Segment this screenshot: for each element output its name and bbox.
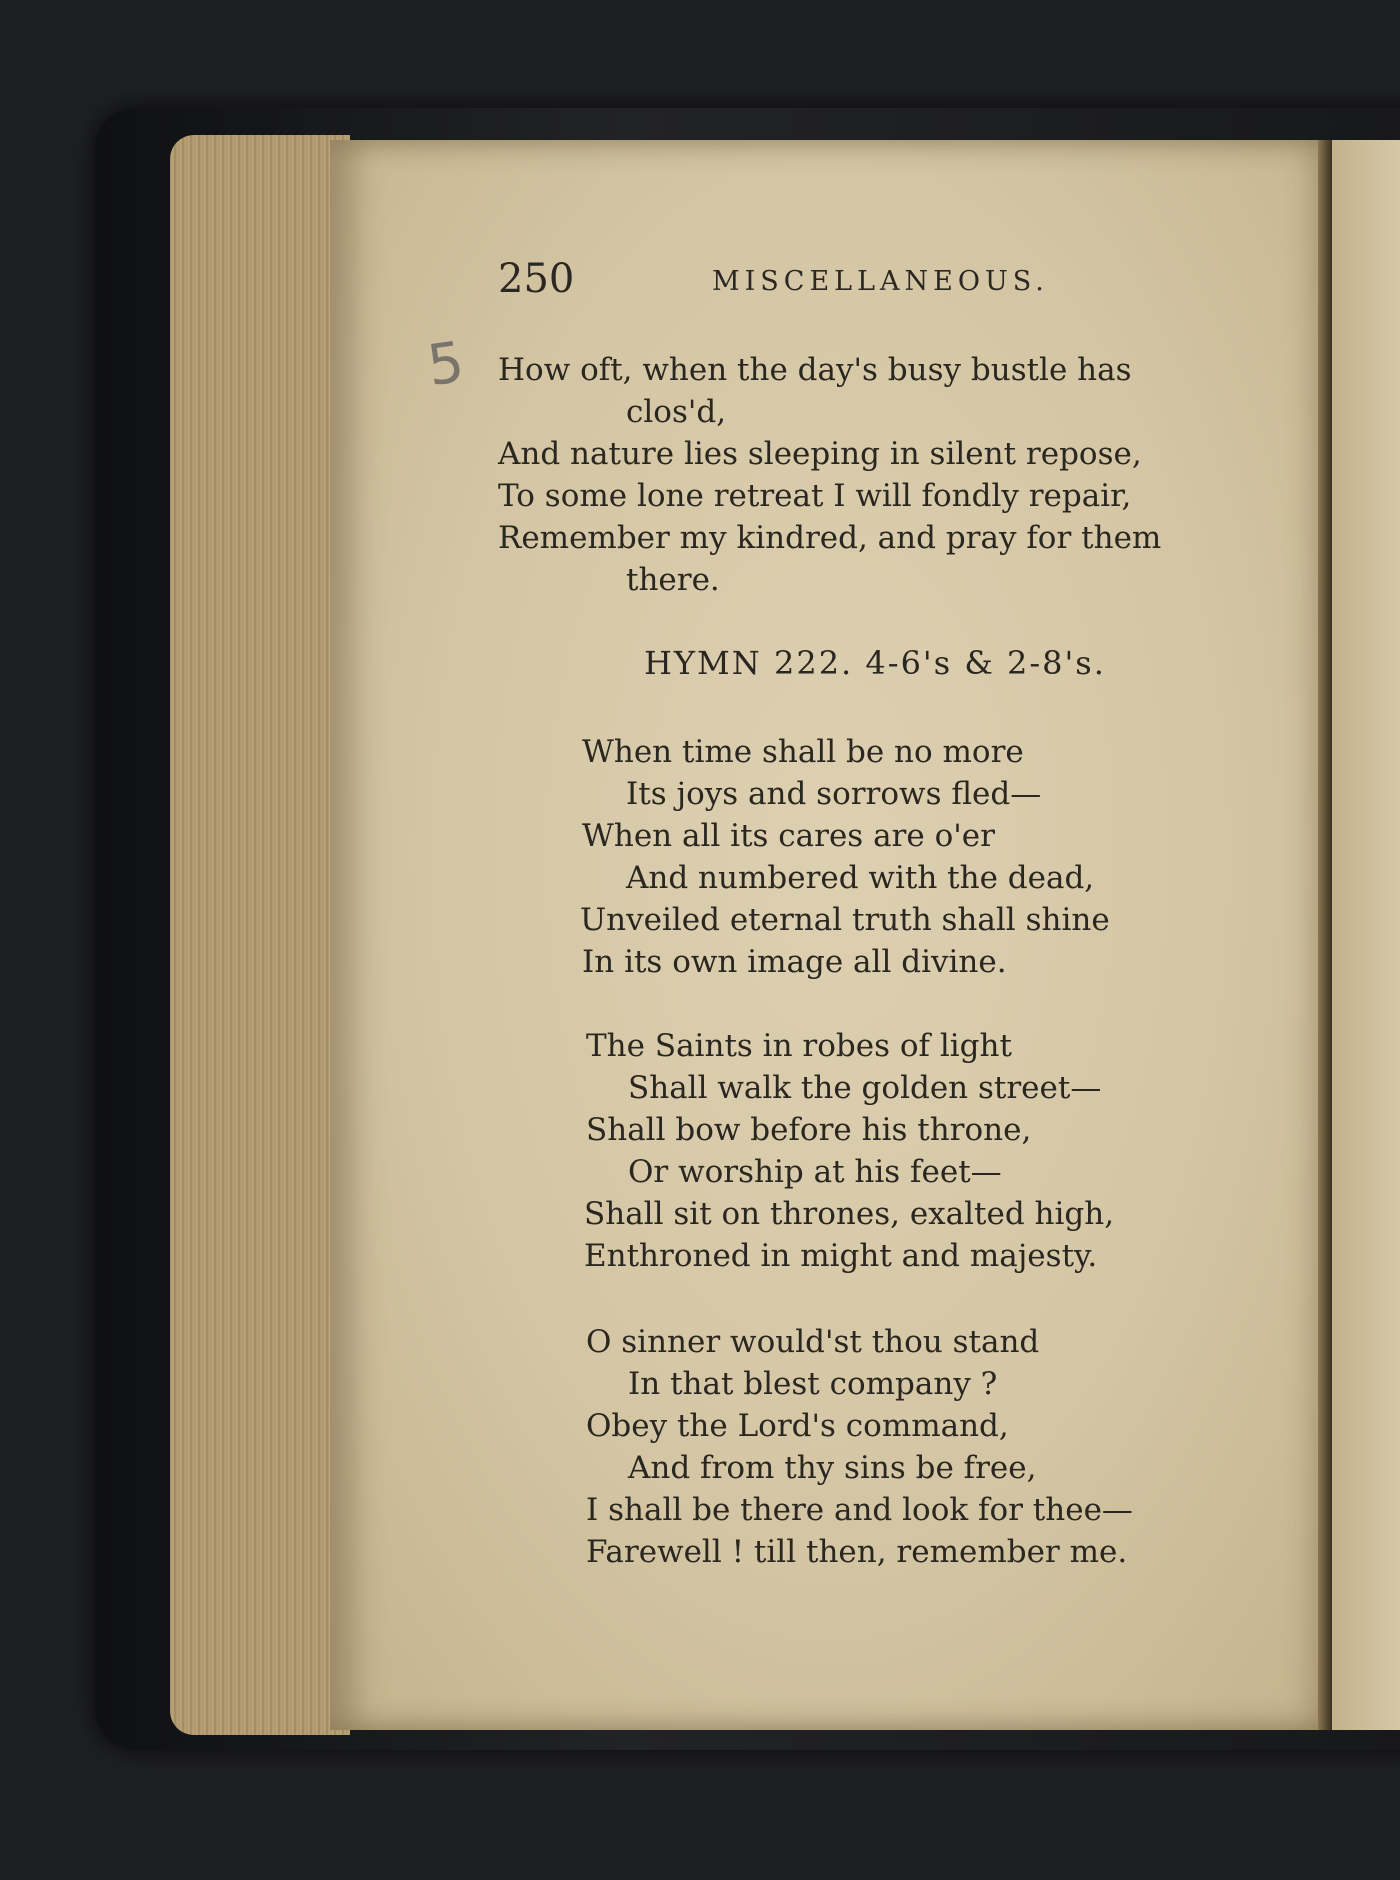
verse-line: Enthroned in might and majesty. (584, 1238, 1098, 1274)
verse-line: Its joys and sorrows fled— (626, 776, 1042, 812)
verse-line: Or worship at his feet— (628, 1154, 1002, 1190)
verse-line: there. (626, 562, 720, 598)
verse-line: In that blest company ? (628, 1366, 998, 1402)
verse-line: How oft, when the day's busy bustle has (498, 352, 1132, 388)
verse-line: And from thy sins be free, (628, 1450, 1037, 1486)
verse-line: O sinner would'st thou stand (586, 1324, 1040, 1360)
verse-line: And numbered with the dead, (626, 860, 1095, 896)
verse-line: When all its cares are o'er (582, 818, 995, 854)
verse-line: Shall walk the golden street— (628, 1070, 1102, 1106)
verse-line: When time shall be no more (582, 734, 1024, 770)
verse-line: Shall bow before his throne, (586, 1112, 1032, 1148)
verse-line: And nature lies sleeping in silent repose, (498, 436, 1142, 472)
verse-line: In its own image all divine. (582, 944, 1007, 980)
hymn-title: HYMN 222. 4-6's & 2-8's. (644, 644, 1106, 682)
verse-line: Remember my kindred, and pray for them (498, 520, 1162, 556)
verse-line: clos'd, (626, 394, 727, 430)
page-number: 250 (498, 256, 575, 302)
running-head: MISCELLANEOUS. (712, 266, 1049, 297)
verse-line: To some lone retreat I will fondly repair, (498, 478, 1132, 514)
verse-line: Shall sit on thrones, exalted high, (584, 1196, 1115, 1232)
verse-line: I shall be there and look for thee— (586, 1492, 1133, 1528)
verse-line: The Saints in robes of light (586, 1028, 1012, 1064)
verse-line: Obey the Lord's command, (586, 1408, 1009, 1444)
verse-line: Farewell ! till then, remember me. (586, 1534, 1128, 1570)
pencil-margin-note: 5 (423, 329, 468, 400)
verse-line: Unveiled eternal truth shall shine (580, 902, 1110, 938)
